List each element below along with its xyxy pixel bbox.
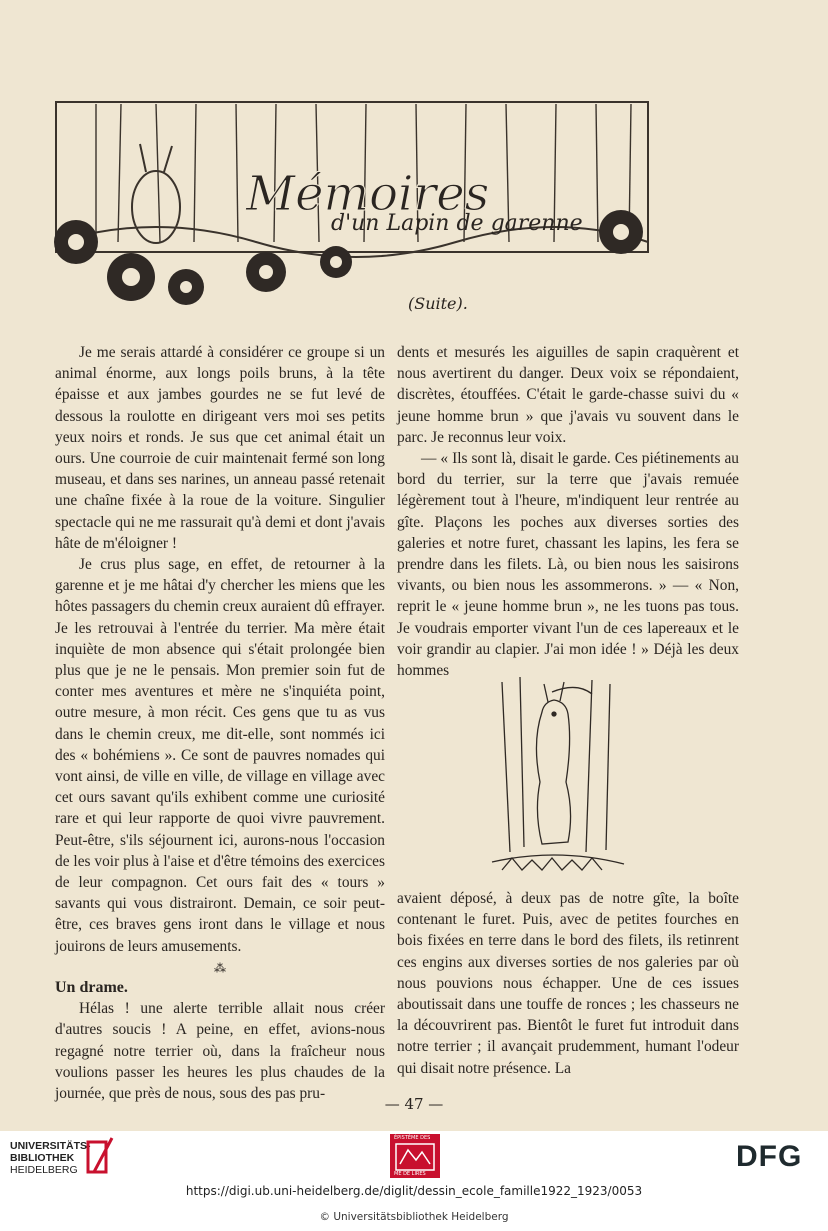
paragraph: avaient déposé, à deux pas de notre gîte, la boîte contenant le furet. Puis, avec de petites fourches en bois fixées en terre dans le bord des filets, ils retinrent ces engins aux diverses sorties de nos galeries par où nous pouvions nous échapper. Une de ces issues aboutissait dans une touffe de ronces ; les chasseurs ne la découvrirent pas. Bientôt le furet fut introduit dans notre terrier ; il avançait prudemment, humant l'odeur qui disait notre présence. La [397,890,739,1077]
rabbit-illustration [482,672,634,882]
section-separator: ⁂ [214,960,226,975]
dfg-logo[interactable]: DFG [736,1140,803,1173]
badge-text-2: ME DE LIRES [394,1171,426,1177]
project-badge[interactable] [386,1134,444,1178]
header-title-art: Mémoires [246,166,490,222]
library-name-line3: HEIDELBERG [10,1164,78,1176]
library-name-line2: BIBLIOTHEK [10,1152,75,1164]
continuation-note: (Suite). [408,294,468,313]
badge-text: ÉPISTÈME DES [394,1135,431,1141]
right-column-top [397,342,739,681]
header-illustration [36,92,668,310]
page-number: — 47 — [384,1095,444,1113]
paragraph: — « Ils sont là, disait le garde. Ces piétinements au bord du terrier, sur la terre que j'avais remuée légèrement tout à l'heure, m'indiquent leur rentrée au gîte. Plaçons les poches aux diverses sorties des galeries et notre furet, chassant les lapins, les fera se prendre dans les filets. Là, ou bien nous les saisirons vivants, ou bien nous les assommerons. » — « Non, reprit le « jeune homme brun », ne les tuons pas tous. Je voudrais emporter vivant l'un de ces lapereaux et le voir grandir au clapier. J'ai mon idée ! » Déjà les deux hommes [397,450,739,680]
library-name-line1: UNIVERSITÄTS- [10,1140,91,1152]
paragraph: Je crus plus sage, en effet, de retourner à la garenne et je me hâtai d'y chercher les miens que les hôtes passagers du chemin creux auraient dû effrayer. Je les retrouvai à l'entrée du terrier. Ma mère était inquiète de mon absence qui s'était prolongée bien plus que je ne le pensais. Mon premier soin fut de conter mes aventures et mère ne s'inquiéta point, outre mesure, à mon récit. Ces gens que tu as vus dans le chemin creux, me dit-elle, sont nommés ici des « bohémiens ». Ce sont de pauvres nomades qui vont ainsi, de ville en ville, de village en village avec cet ours savant qu'ils exhibent comme une curiosité rare et qui leur rapporte de quoi vivre pauvrement. Peut-être, s'ils séjournent ici, aurons-nous l'occasion de les voir plus à l'aise et d'être témoins des exercices de leur compagnon. Cet ours fait des « tours » savants qui vous distrairont. Demain, ce soir peut-être, ces braves gens iront dans le village et nous jouirons de leurs amusements. [55,556,385,955]
permalink-url[interactable]: https://digi.ub.uni-heidelberg.de/diglit/dessin_ecole_famille1922_1923/0053 [185,1184,643,1198]
right-column-bottom [397,888,739,1079]
section-title: Un drame. [55,978,128,996]
library-emblem-icon [84,1136,116,1176]
header-subtitle-art: d'un Lapin de garenne [331,211,583,236]
paragraph: Hélas ! une alerte terrible allait nous créer d'autres soucis ! A peine, en effet, avions-nous regagné notre terrier où, dans la fraîcheur nous voulions passer les heures les plus chaudes de la journée, que près de nous, sous des pas pru- [55,1000,385,1102]
copyright-notice: © Universitätsbibliothek Heidelberg [319,1211,509,1223]
left-column [55,342,385,1104]
library-logo[interactable] [10,1140,91,1176]
paragraph: dents et mesurés les aiguilles de sapin craquèrent et nous avertirent du danger. Deux voix se répondaient, discrètes, étouffées. C'était le garde-chasse suivi du « jeune homme brun » que j'avais vu souvent dans le parc. Je reconnus leur voix. [397,344,739,446]
paragraph: Je me serais attardé à considérer ce groupe si un animal énorme, aux longs poils bruns, à la tête épaisse et aux jambes gourdes ne se fut levé de dessous la roulotte en dirigeant vers moi ses petits yeux noirs et ronds. Je sus que cet animal était un ours. Une courroie de cuir maintenait fermé son long museau, et dans ses narines, un anneau passé retenait une chaîne fixée à la roue de la voiture. Singulier spectacle qui ne me rassurait qu'à demi et dont j'avais hâte de m'éloigner ! [55,344,385,552]
